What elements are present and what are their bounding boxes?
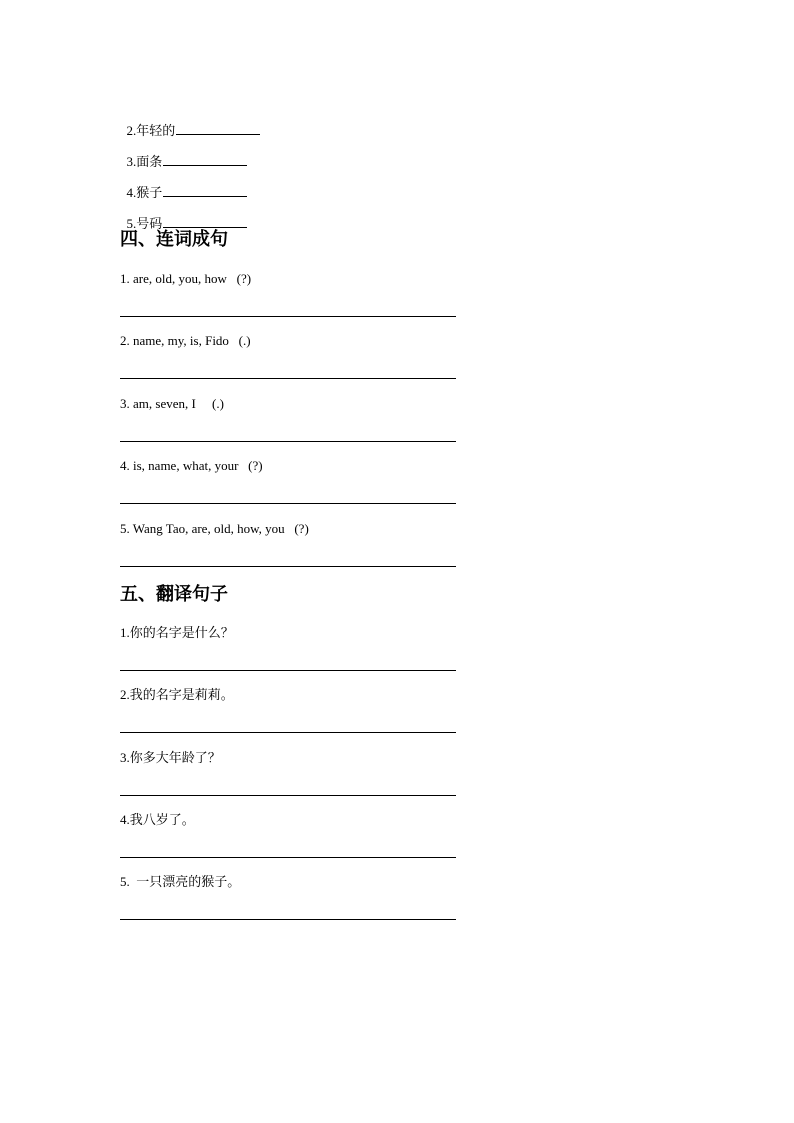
vocab-item-5 (120, 198, 247, 232)
vocab-answer-blank[interactable] (163, 152, 247, 166)
section-heading-sentence-building: 四、连词成句 (120, 229, 228, 250)
sentence-building-prompt: 4. is, name, what, your (?) (120, 458, 263, 473)
vocab-item-3 (120, 136, 247, 170)
translation-prompt: 3.你多大年龄了？ (120, 750, 221, 765)
answer-line[interactable] (120, 795, 456, 796)
answer-line[interactable] (120, 378, 456, 379)
vocab-answer-blank[interactable] (163, 214, 247, 228)
answer-line[interactable] (120, 732, 456, 733)
vocab-item-label: 3.面条 (126, 154, 163, 169)
vocab-item-label: 4.猴子 (126, 185, 163, 200)
translation-prompt: 1.你的名字是什么？ (120, 625, 234, 640)
vocab-item-4 (120, 167, 247, 201)
section-heading-translation: 五、翻译句子 (120, 584, 228, 605)
answer-line[interactable] (120, 670, 456, 671)
vocab-answer-blank[interactable] (176, 121, 260, 135)
answer-line[interactable] (120, 566, 456, 567)
vocab-item-label: 2.年轻的 (126, 123, 176, 138)
sentence-building-prompt: 2. name, my, is, Fido (.) (120, 333, 251, 348)
vocab-item-label: 5.号码 (126, 216, 163, 231)
translation-prompt: 5. 一只漂亮的猴子。 (120, 874, 241, 889)
answer-line[interactable] (120, 857, 456, 858)
answer-line[interactable] (120, 919, 456, 920)
sentence-building-prompt: 5. Wang Tao, are, old, how, you (?) (120, 521, 309, 536)
sentence-building-prompt: 1. are, old, you, how (?) (120, 271, 252, 286)
answer-line[interactable] (120, 316, 456, 317)
answer-line[interactable] (120, 441, 456, 442)
vocab-item-2 (120, 105, 260, 139)
answer-line[interactable] (120, 503, 456, 504)
translation-prompt: 2.我的名字是莉莉。 (120, 687, 234, 702)
sentence-building-prompt: 3. am, seven, I (.) (120, 396, 224, 411)
translation-prompt: 4.我八岁了。 (120, 812, 195, 827)
vocab-answer-blank[interactable] (163, 183, 247, 197)
